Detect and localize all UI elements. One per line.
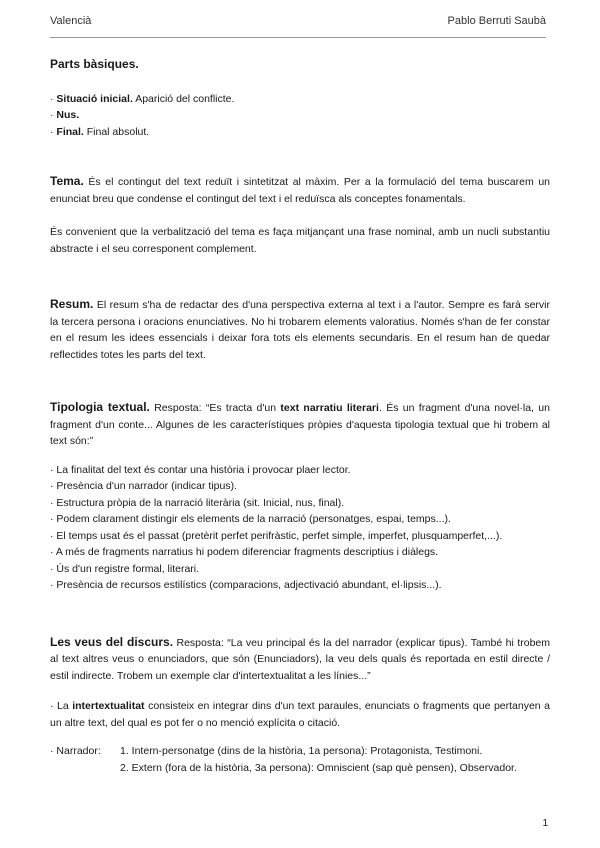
tipologia-text-a: Resposta: “Es tracta d'un <box>149 402 281 414</box>
header-subject: Valencià <box>50 15 92 27</box>
list-item: · Presència d'un narrador (indicar tipus). <box>50 480 238 492</box>
parts-item-desc: Final absolut. <box>83 125 150 138</box>
narrador-item: 2. Extern (fora de la història, 3a persona): Omniscient (sap què pensen), Observador. <box>120 761 517 774</box>
list-item: · Podem clarament distingir els elements de la narració (personatges, espai, temps...). <box>50 513 451 525</box>
bullet: · <box>50 109 57 121</box>
list-item: · La finalitat del text és contar una història i provocar plaer lector. <box>50 463 351 476</box>
veus-paragraph <box>50 634 550 685</box>
tema-paragraph <box>50 173 550 207</box>
parts-heading: Parts bàsiques. <box>50 57 139 71</box>
narrador-item: 1. Intern-personatge (dins de la història, 1a persona): Protagonista, Testimoni. <box>120 745 483 757</box>
narrador-list <box>120 743 550 776</box>
header-rule <box>50 37 546 38</box>
bullet: · <box>50 92 57 105</box>
parts-item-term: Nus. <box>56 109 80 121</box>
list-item: · El temps usat és el passat (pretèrit perfet perifràstic, perfet simple, imperfet, plusquamperfet,...). <box>50 529 503 542</box>
inter-text-a: · La <box>50 700 73 712</box>
parts-item <box>50 107 550 124</box>
parts-item <box>50 91 550 108</box>
tipologia-heading: Tipologia textual. <box>50 400 150 414</box>
veus-text: Resposta: “La veu principal és la del narrador (explicar tipus). També hi trobem al text altres veus o enunciadors, que són (Enunciadors), la veu dels quals és reportada en estil directe / estil indirecte. Trobem un exemple clar d'intertextualitat a les línies...” <box>50 636 550 682</box>
tema-paragraph-2: És convenient que la verbalització del tema es faça mitjançant una frase nominal, amb un nucli substantiu abstracte i el seu corresponent complement. <box>50 226 550 255</box>
tipologia-text-b: . És un fragment d'una novel·la, un fragment d'un conte... Algunes de les característiques pròpies d'aquesta tipologia textual que hi trobem al text són:” <box>50 402 550 447</box>
list-item: · Estructura pròpia de la narració literària (sit. Inicial, nus, final). <box>50 496 345 509</box>
inter-text-b: consisteix en integrar dins d'un text paraules, enunciats o fragments que pertanyen a un altre text, del qual es pot fer o no menció explícita o citació. <box>50 700 550 729</box>
list-item: · Presència de recursos estilístics (comparacions, adjectivació abundant, el·lipsis...). <box>50 579 442 591</box>
inter-term: intertextualitat <box>72 700 145 712</box>
resum-heading: Resum. <box>50 297 94 311</box>
parts-item-term: Final. <box>56 125 84 138</box>
page-content <box>50 56 550 776</box>
tipologia-list <box>50 462 550 594</box>
list-item: · A més de fragments narratius hi podem diferenciar fragments descriptius i diàlegs. <box>50 546 439 558</box>
tema-heading: Tema. <box>50 174 84 188</box>
tipologia-text-bold: text narratiu literari <box>280 402 379 414</box>
narrador-label: · Narrador: <box>50 745 101 757</box>
list-item: · Ús d'un registre formal, literari. <box>50 562 200 575</box>
veus-heading: Les veus del discurs. <box>50 634 174 649</box>
bullet: · <box>50 125 57 138</box>
parts-list <box>50 91 550 141</box>
narrador-block <box>50 743 550 776</box>
resum-paragraph <box>50 296 550 363</box>
parts-item <box>50 124 550 141</box>
parts-item-desc: Aparició del conflicte. <box>132 92 235 105</box>
page-header <box>50 15 546 35</box>
parts-item-term: Situació inicial. <box>56 92 133 105</box>
header-author: Pablo Berruti Saubà <box>447 15 546 27</box>
intertextualitat-paragraph <box>50 698 550 731</box>
tipologia-paragraph <box>50 399 550 450</box>
page-number: 1 <box>542 818 548 829</box>
tema-text: És el contingut del text reduït i sintetitzat al màxim. Per a la formulació del tema buscarem un enunciat breu que condense el contingut del text i el reduïsca als conceptes fonamentals. <box>50 176 550 205</box>
resum-text: El resum s'ha de redactar des d'una perspectiva externa al text i a l'autor. Sempre es farà servir la tercera persona i oracions enunciatives. No hi trobarem elements valoratius. Només s'han de fer constar en el resum les idees essencials i deixar fora tots els elements secundaris. En el resum han de quedar reflectides totes les parts del text. <box>50 299 550 361</box>
